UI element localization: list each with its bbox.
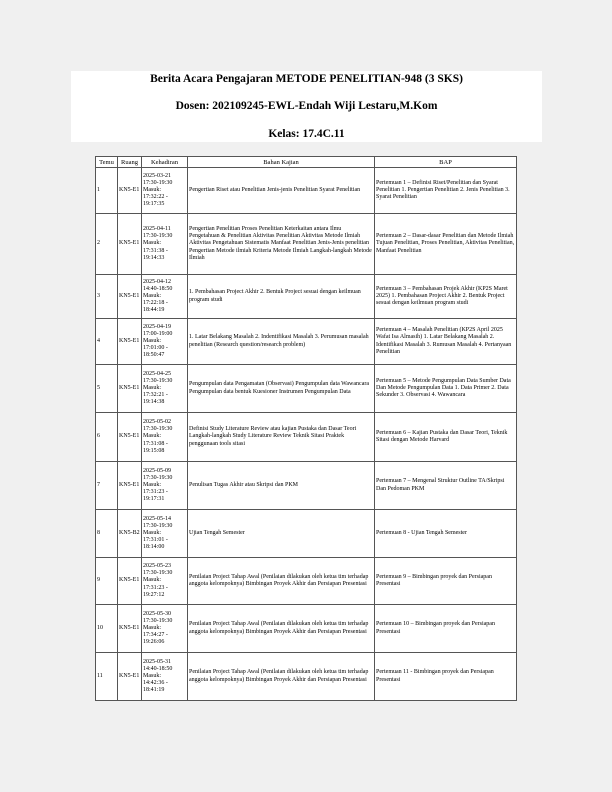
meeting-number: 1 xyxy=(96,168,118,214)
table-row xyxy=(96,319,517,365)
col-header-bap: BAP xyxy=(375,157,517,168)
col-header-kehadiran: Kehadiran xyxy=(142,157,188,168)
teaching-report: Pertemuan 3 – Pembahasan Projek Akhir (KP2S Maret 2025) 1. Pembahasan Project Akhir 2. Bentuk Project sesuai dengan keilmuan program studi xyxy=(375,275,517,319)
meeting-number: 7 xyxy=(96,462,118,510)
teaching-report: Pertemuan 11 - Bimbingan proyek dan Persiapan Presentasi xyxy=(375,653,517,701)
meeting-number: 5 xyxy=(96,365,118,413)
attendance xyxy=(142,168,188,214)
lecturer-line: Dosen: 202109245-EWL-Endah Wiji Lestaru,M.Kom xyxy=(175,100,438,112)
check-out-time: 19:17:31 xyxy=(143,496,165,503)
check-in-label: Masuk: xyxy=(143,624,161,631)
course-material: Penulisan Tugas Akhir atau Skripsi dan PKM xyxy=(188,462,375,510)
class-line: Kelas: 17.4C.11 xyxy=(268,128,345,140)
attendance xyxy=(142,653,188,701)
check-in-label: Masuk: xyxy=(143,529,161,536)
session-time: 17:30-19:30 xyxy=(143,233,173,240)
session-date: 2025-05-23 xyxy=(143,563,171,570)
session-date: 2025-05-30 xyxy=(143,610,171,617)
table-row xyxy=(96,214,517,275)
teaching-report: Pertemuan 9 – Bimbingan proyek dan Persiapan Presentasi xyxy=(375,558,517,605)
col-header-ruang: Ruang xyxy=(118,157,142,168)
document-title: Berita Acara Pengajaran METODE PENELITIAN-948 (3 SKS) xyxy=(150,73,463,85)
table-row xyxy=(96,275,517,319)
course-material: Penilaian Project Tahap Awal (Penilaian dilakukan oleh ketua tim terhadap anggota kelompoknya) Bimbingan Proyek Akhir dan Persiapan Presentasi xyxy=(188,653,375,701)
session-date: 2025-03-21 xyxy=(143,172,171,179)
check-out-time: 19:14:33 xyxy=(143,254,165,261)
check-in-time: 17:31:01 - xyxy=(143,537,168,544)
room: KN5-E1 xyxy=(118,214,142,275)
meeting-number: 8 xyxy=(96,510,118,558)
check-in-time: 14:42:36 - xyxy=(143,680,168,687)
course-material: Definisi Study Literature Review atau kajian Pustaka dan Dasar Teori Langkah-langkah Study Literature Review Teknik Sitasi Praktek penggunaan tools sitasi xyxy=(188,413,375,462)
room: KN5-E1 xyxy=(118,275,142,319)
check-in-time: 17:31:08 - xyxy=(143,440,168,447)
attendance xyxy=(142,214,188,275)
table-row xyxy=(96,413,517,462)
attendance xyxy=(142,605,188,653)
check-in-time: 17:31:23 - xyxy=(143,584,168,591)
room: KN5-E1 xyxy=(118,462,142,510)
room: KN5-E1 xyxy=(118,605,142,653)
check-in-label: Masuk: xyxy=(143,186,161,193)
table-row xyxy=(96,365,517,413)
table-row xyxy=(96,510,517,558)
session-date: 2025-05-31 xyxy=(143,658,171,665)
session-time: 17:30-19:30 xyxy=(143,377,173,384)
check-out-time: 19:26:06 xyxy=(143,639,165,646)
session-date: 2025-05-09 xyxy=(143,467,171,474)
teaching-report: Pertemuan 1 – Definisi Riset/Penelitian dan Syarat Penelitian 1. Pengertian Penelitian 2. Jenis Penelitian 3. Syarat Penelitian xyxy=(375,168,517,214)
check-in-label: Masuk: xyxy=(143,481,161,488)
meeting-number: 3 xyxy=(96,275,118,319)
attendance xyxy=(142,365,188,413)
bap-table xyxy=(95,156,517,701)
attendance xyxy=(142,413,188,462)
course-material: Pengumpulan data Pengamatan (Observasi) Pengumpulan data Wawancara Pengumpulan data bentuk Kuesioner Instrumen Pengumpulan Data xyxy=(188,365,375,413)
session-time: 17:30-19:30 xyxy=(143,426,173,433)
room: KN5-E1 xyxy=(118,413,142,462)
session-date: 2025-04-11 xyxy=(143,226,171,233)
check-in-label: Masuk: xyxy=(143,292,161,299)
page-header xyxy=(71,71,542,142)
check-in-time: 17:31:38 - xyxy=(143,247,168,254)
session-time: 17:30-19:30 xyxy=(143,570,173,577)
check-in-label: Masuk: xyxy=(143,577,161,584)
teaching-report: Pertemuan 4 – Masalah Penelitian (KP2S April 2025 Wafat Isa Almasih) 1. Latar Belakang Masalah 2. Identifikasi Masalah 3. Rumusan Masalah 4. Pertanyaan Penelitian xyxy=(375,319,517,365)
session-date: 2025-04-12 xyxy=(143,278,171,285)
meeting-number: 11 xyxy=(96,653,118,701)
room: KN5-E1 xyxy=(118,319,142,365)
session-time: 17:30-19:30 xyxy=(143,617,173,624)
check-out-time: 19:27:12 xyxy=(143,591,165,598)
check-out-time: 18:44:19 xyxy=(143,307,165,314)
check-in-label: Masuk: xyxy=(143,433,161,440)
session-date: 2025-04-25 xyxy=(143,370,171,377)
teaching-report: Pertemuan 6 – Kajian Pustaka dan Dasar Teori, Teknik Sitasi dengan Metode Harvard xyxy=(375,413,517,462)
col-header-bahan-kajian: Bahan Kajian xyxy=(188,157,375,168)
room: KN5-E1 xyxy=(118,365,142,413)
check-out-time: 18:14:00 xyxy=(143,544,165,551)
col-header-temu: Temu xyxy=(96,157,118,168)
attendance xyxy=(142,462,188,510)
course-material: Ujian Tengah Semester xyxy=(188,510,375,558)
course-material: Pengertian Penelitian Proses Penelitian Keterkaitan antara Ilmu Pengetahuan & Penelitian Aktivitas Penelitian Aktivitas Metode Ilmiah Aktivitas Pengetahuan Sistematis Manfaat Penelitian Jenis-Jenis penelitian Pengertian Metode ilmiah Kriteria Metode Ilmiah Langkah-langkah Metode Ilmiah xyxy=(188,214,375,275)
table-header-row xyxy=(96,157,517,168)
meeting-number: 9 xyxy=(96,558,118,605)
table-row xyxy=(96,462,517,510)
teaching-report: Pertemuan 8 - Ujian Tengah Semester xyxy=(375,510,517,558)
room: KN5-B2 xyxy=(118,510,142,558)
meeting-number: 6 xyxy=(96,413,118,462)
attendance xyxy=(142,510,188,558)
session-time: 17:30-19:30 xyxy=(143,179,173,186)
session-time: 14:40-18:50 xyxy=(143,665,173,672)
course-material: Pengertian Riset atau Penelitian Jenis-jenis Penelitian Syarat Penelitian xyxy=(188,168,375,214)
course-material: Penilaian Project Tahap Awal (Penilaian dilakukan oleh ketua tim terhadap anggota kelompoknya) Bimbingan Proyek Akhir dan Persiapan Presentasi xyxy=(188,605,375,653)
check-in-label: Masuk: xyxy=(143,337,161,344)
attendance xyxy=(142,275,188,319)
meeting-number: 4 xyxy=(96,319,118,365)
check-out-time: 19:15:08 xyxy=(143,447,165,454)
check-out-time: 19:17:35 xyxy=(143,201,165,208)
teaching-report: Pertemuan 5 – Metode Pengumpulan Data Sumber Data Dan Metode Pengumpulan Data 1. Data Primer 2. Data Sekunder 3. Observasi 4. Wawancara xyxy=(375,365,517,413)
check-in-time: 17:32:21 - xyxy=(143,392,168,399)
session-date: 2025-04-19 xyxy=(143,323,171,330)
session-time: 17:30-19:30 xyxy=(143,522,173,529)
check-in-time: 17:34:27 - xyxy=(143,632,168,639)
check-in-label: Masuk: xyxy=(143,672,161,679)
room: KN5-E1 xyxy=(118,168,142,214)
room: KN5-E1 xyxy=(118,653,142,701)
check-out-time: 18:41:19 xyxy=(143,687,165,694)
attendance xyxy=(142,319,188,365)
course-material: Penilaian Project Tahap Awal (Penilaian dilakukan oleh ketua tim terhadap anggota kelompoknya) Bimbingan Proyek Akhir dan Persiapan Presentasi xyxy=(188,558,375,605)
meeting-number: 2 xyxy=(96,214,118,275)
teaching-report: Pertemuan 7 – Mengenal Struktur Outline TA/Skripsi Dan Pedoman PKM xyxy=(375,462,517,510)
check-in-time: 17:22:18 - xyxy=(143,300,168,307)
room: KN5-E1 xyxy=(118,558,142,605)
teaching-report: Pertemuan 10 – Bimbingan proyek dan Persiapan Presentasi xyxy=(375,605,517,653)
session-time: 17:00-19:00 xyxy=(143,330,173,337)
session-date: 2025-05-02 xyxy=(143,419,171,426)
check-in-label: Masuk: xyxy=(143,384,161,391)
table-row xyxy=(96,605,517,653)
course-material: 1. Pembahasan Project Akhir 2. Bentuk Project sesuai dengan keilmuan program studi xyxy=(188,275,375,319)
table-row xyxy=(96,558,517,605)
check-out-time: 19:14:38 xyxy=(143,399,165,406)
session-time: 14:40-18:50 xyxy=(143,285,173,292)
table-row xyxy=(96,168,517,214)
meeting-number: 10 xyxy=(96,605,118,653)
check-in-time: 17:31:23 - xyxy=(143,489,168,496)
check-out-time: 18:50:47 xyxy=(143,352,165,359)
teaching-report: Pertemuan 2 – Dasar-dasar Penelitian dan Metode Ilmiah Tujuan Penelitian, Proses Penelitian, Aktivitas Penelitian, Manfaat Penelitian xyxy=(375,214,517,275)
table-row xyxy=(96,653,517,701)
session-date: 2025-05-14 xyxy=(143,515,171,522)
check-in-time: 17:01:00 - xyxy=(143,345,168,352)
session-time: 17:30-19:30 xyxy=(143,474,173,481)
course-material: 1. Latar Belakang Masalah 2. Indentifikasi Masalah 3. Perumusan masalah penelitian (Research question/research problem) xyxy=(188,319,375,365)
attendance xyxy=(142,558,188,605)
check-in-label: Masuk: xyxy=(143,240,161,247)
check-in-time: 17:32:22 - xyxy=(143,194,168,201)
